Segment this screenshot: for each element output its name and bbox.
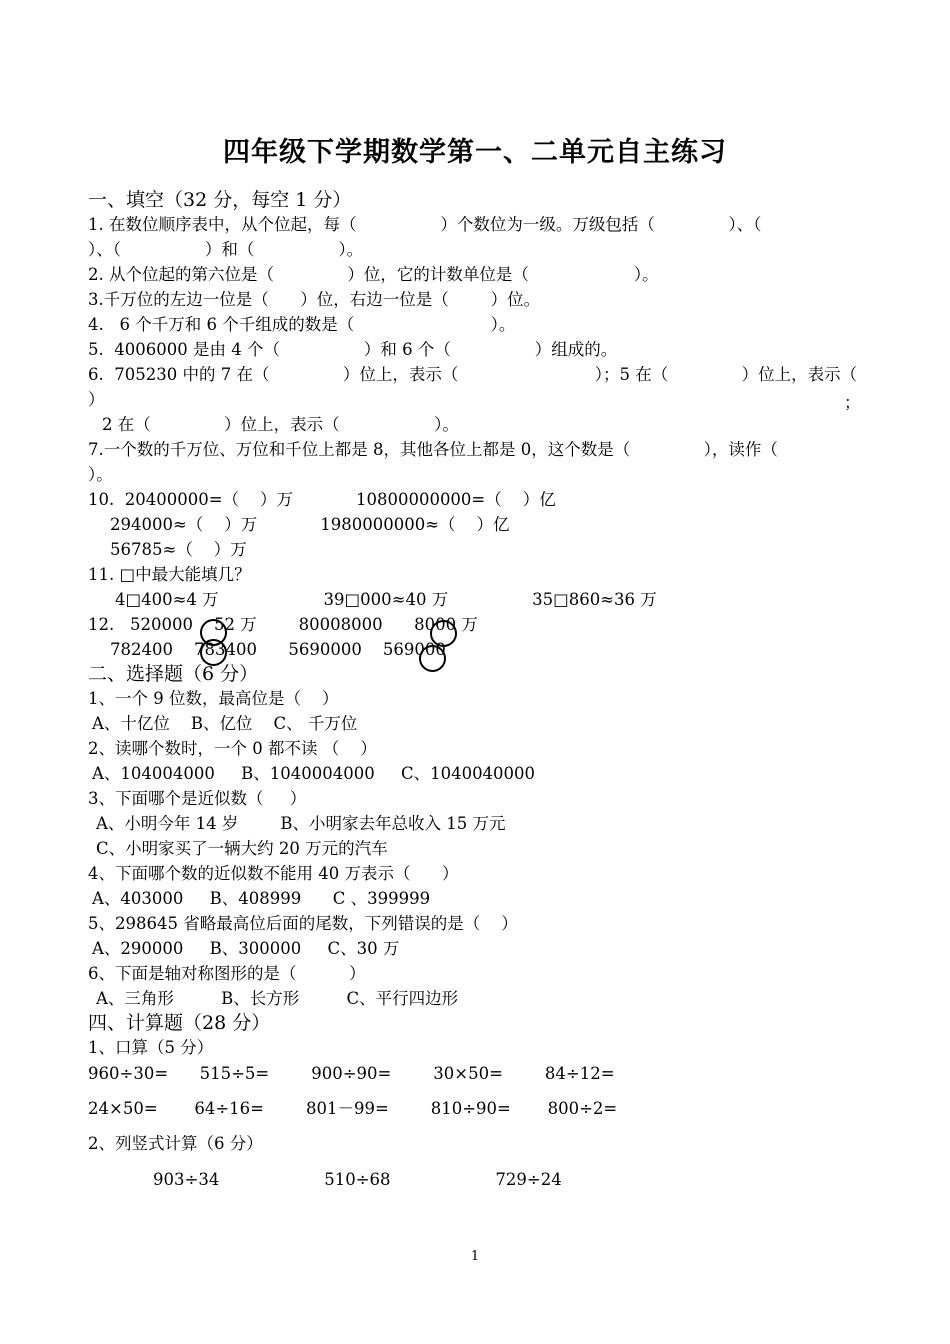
calc-oral-row1: 960÷30= 515÷5= 900÷90= 30×50= 84÷12= (88, 1064, 615, 1083)
calc-vertical-problems: 903÷34 510÷68 729÷24 (153, 1170, 562, 1189)
fill-q1: 1. 在数位顺序表中，从个位起，每（ ）个数位为一级。万级包括（ ）、（ (88, 215, 762, 234)
choice-q1: 1、一个 9 位数，最高位是（ ） (88, 689, 339, 708)
fill-q5: 5. 4006000 是由 4 个（ ）和 6 个（ ）组成的。 (88, 340, 618, 359)
choice-q3-option-c: C、小明家买了一辆大约 20 万元的汽车 (96, 839, 388, 858)
choice-q2-options: A、104004000 B、1040004000 C、1040040000 (92, 764, 536, 783)
fill-q10-row3: 56785≈（ ）万 (110, 540, 247, 559)
fill-q6: 6. 705230 中的 7 在（ ）位上，表示（ ）；5 在（ ）位上，表示（ (88, 365, 858, 384)
fill-q12-row1: 12. 520000 52 万 80008000 8000 万 (88, 615, 478, 634)
compare-circle (200, 639, 227, 666)
choice-q5-options: A、290000 B、300000 C、30 万 (92, 939, 400, 958)
fill-q7-cont: ）。 (88, 465, 113, 484)
choice-q5: 5、298645 省略最高位后面的尾数，下列错误的是（ ） (88, 914, 518, 933)
choice-q3: 3、下面哪个是近似数（ ） (88, 789, 307, 808)
fill-q10-row2: 294000≈（ ）万 1980000000≈（ ）亿 (110, 515, 510, 534)
fill-q7: 7.一个数的千万位、万位和千位上都是 8，其他各位上都是 0，这个数是（ ），读作（ (88, 440, 778, 459)
choice-q4-options: A、403000 B、408999 C 、399999 (92, 889, 431, 908)
fill-q2: 2. 从个位起的第六位是（ ）位，它的计数单位是（ ）。 (88, 265, 659, 284)
fill-q1-cont: ）、（ ）和（ ）。 (88, 240, 364, 259)
choice-q1-options: A、十亿位 B、亿位 C、 千万位 (92, 714, 358, 733)
fill-q6-part2: 2 在（ ）位上，表示（ ）。 (102, 415, 459, 434)
calc-vertical-heading: 2、列竖式计算（6 分） (88, 1134, 263, 1153)
section-heading-choice: 二、选择题（6 分） (88, 663, 259, 685)
choice-q6-options: A、三角形 B、长方形 C、平行四边形 (96, 989, 459, 1008)
fill-q6-cont: ） (88, 390, 105, 409)
fill-q6-semicolon: ； (844, 393, 861, 412)
page-title: 四年级下学期数学第一、二单元自主练习 (223, 137, 727, 168)
fill-q10-row1: 10. 20400000=（ ）万 10800000000=（ ）亿 (88, 490, 556, 509)
calc-oral-row2: 24×50= 64÷16= 801－99= 810÷90= 800÷2= (88, 1099, 618, 1118)
section-heading-calc: 四、计算题（28 分） (88, 1012, 271, 1034)
choice-q6: 6、下面是轴对称图形的是（ ） (88, 964, 366, 983)
calc-oral-heading: 1、口算（5 分） (88, 1038, 214, 1057)
choice-q4: 4、下面哪个数的近似数不能用 40 万表示（ ） (88, 864, 459, 883)
page-number: 1 (470, 1249, 480, 1264)
choice-q3-options: A、小明今年 14 岁 B、小明家去年总收入 15 万元 (96, 814, 506, 833)
section-heading-fill: 一、填空（32 分，每空 1 分） (88, 189, 352, 211)
fill-q11-items: 4□400≈4 万 39□000≈40 万 35□860≈36 万 (115, 590, 657, 609)
compare-circle (419, 645, 446, 672)
fill-q4: 4. 6 个千万和 6 个千组成的数是（ ）。 (88, 315, 516, 334)
choice-q2: 2、读哪个数时，一个 0 都不读 （ ） (88, 739, 377, 758)
fill-q3: 3.千万位的左边一位是（ ）位，右边一位是（ ）位。 (88, 290, 541, 309)
fill-q11: 11. □中最大能填几？ (88, 565, 251, 584)
compare-circle (430, 620, 457, 647)
fill-q12-row2: 782400 783400 5690000 569000 (110, 640, 446, 659)
